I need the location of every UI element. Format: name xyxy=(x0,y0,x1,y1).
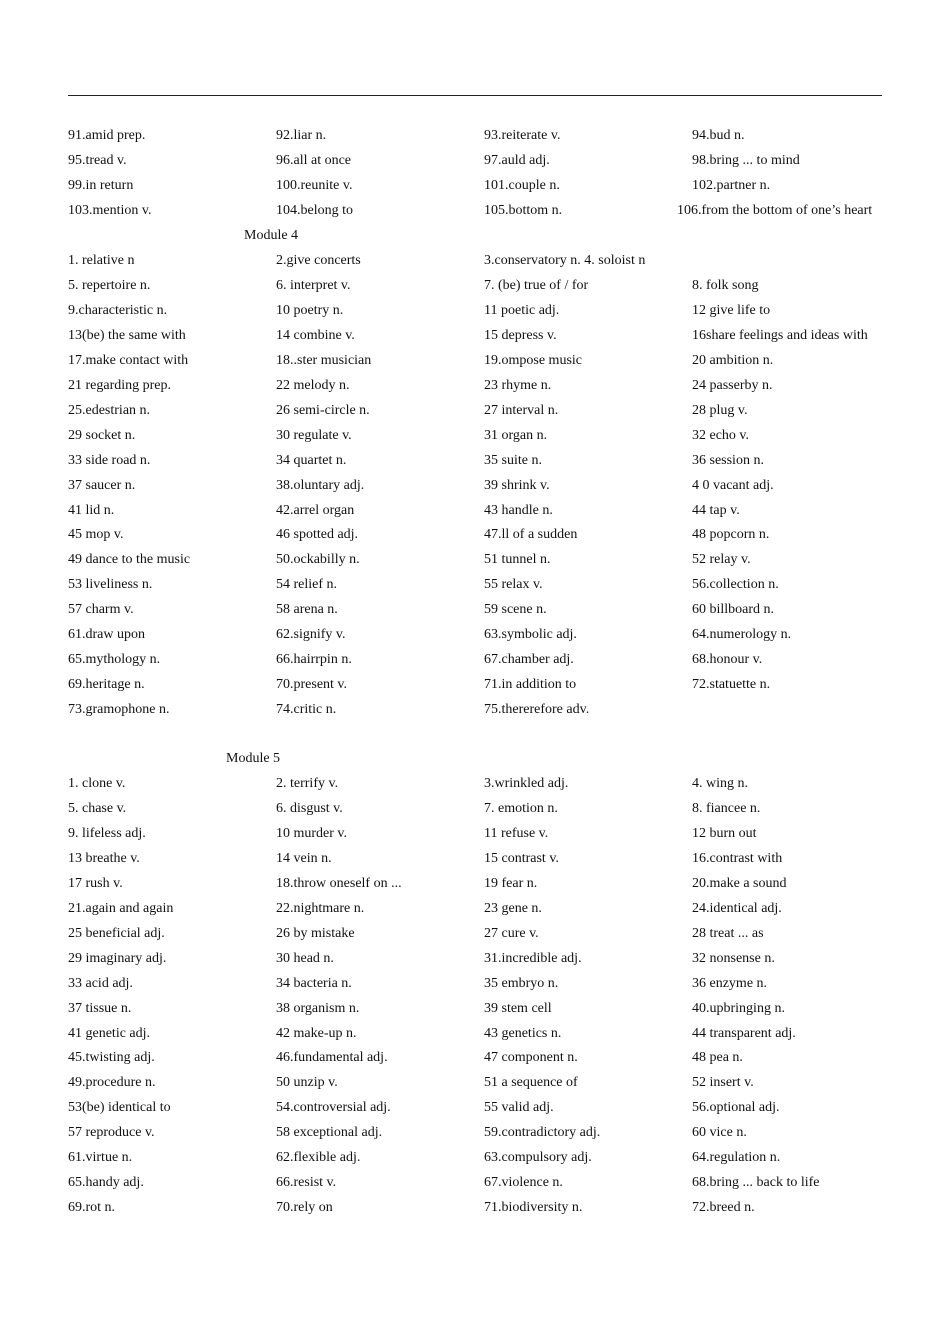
module-5-vocab-entry: 47 component n. xyxy=(484,1050,578,1066)
module-4-vocab-entry: 59 scene n. xyxy=(484,602,547,618)
module-4-vocab-entry: 15 depress v. xyxy=(484,327,557,343)
module-4-vocab-entry: 12 give life to xyxy=(692,302,771,318)
module-5-vocab-entry: 4. wing n. xyxy=(692,776,748,791)
module-5-vocab-entry: 15 contrast v. xyxy=(484,850,559,866)
vocab-entry: 94.bud n. xyxy=(692,128,745,143)
module-4-vocab-entry: 52 relay v. xyxy=(692,552,751,568)
vocab-entry: 104.belong to xyxy=(276,202,353,218)
module-4-vocab-entry: 62.signify v. xyxy=(276,627,346,643)
vocab-entry: 96.all at once xyxy=(276,152,352,168)
module-5-vocab-entry: 31.incredible adj. xyxy=(484,950,582,966)
module-4-vocab-entry: 47.ll of a sudden xyxy=(484,527,578,543)
module-4-vocab-entry: 20 ambition n. xyxy=(692,352,774,368)
module-5-vocab-entry: 23 gene n. xyxy=(484,900,542,916)
module-5-vocab-entry: 66.resist v. xyxy=(276,1175,337,1191)
module-4-vocab-entry: 45 mop v. xyxy=(68,527,124,543)
module-4-vocab-entry: 27 interval n. xyxy=(484,402,559,418)
module-4-vocab-entry: 23 rhyme n. xyxy=(484,377,552,393)
module-4-vocab-entry: 30 regulate v. xyxy=(276,427,352,443)
module-4-vocab-entry: 22 melody n. xyxy=(276,377,350,393)
vocab-entry: 95.tread v. xyxy=(68,152,127,168)
module-4-vocab-entry: 56.collection n. xyxy=(692,577,779,593)
module-4-vocab-entry: 35 suite n. xyxy=(484,452,542,468)
module-5-vocab-entry: 14 vein n. xyxy=(276,850,332,866)
module-4-vocab-entry: 75.thererefore adv. xyxy=(484,702,590,718)
module-4-vocab-entry: 2.give concerts xyxy=(276,253,361,268)
module-5-vocab-entry: 12 burn out xyxy=(692,825,757,841)
module-5-vocab-entry: 45.twisting adj. xyxy=(68,1050,155,1066)
module-5-vocab-entry: 57 reproduce v. xyxy=(68,1125,155,1141)
module-5-vocab-entry: 43 genetics n. xyxy=(484,1025,562,1041)
module-5-vocab-entry: 7. emotion n. xyxy=(484,800,558,816)
module-5-vocab-entry: 67.violence n. xyxy=(484,1175,563,1191)
module-5-vocab-entry: 28 treat ... as xyxy=(692,925,764,941)
module-4-vocab-entry: 60 billboard n. xyxy=(692,602,775,618)
module-5-vocab-entry: 42 make-up n. xyxy=(276,1025,357,1041)
module-5-vocab-entry: 32 nonsense n. xyxy=(692,950,775,966)
module-4-vocab-entry: 4 0 vacant adj. xyxy=(692,477,774,493)
module-4-vocab-entry: 58 arena n. xyxy=(276,602,338,618)
module-4-vocab-entry: 65.mythology n. xyxy=(68,652,161,668)
module-5-vocab-entry: 36 enzyme n. xyxy=(692,975,768,991)
module-5-vocab-entry: 56.optional adj. xyxy=(692,1100,780,1116)
module-5-vocab-entry: 37 tissue n. xyxy=(68,1000,132,1016)
module-5-vocab-entry: 17 rush v. xyxy=(68,875,123,891)
module-4-vocab-entry: 46 spotted adj. xyxy=(276,527,359,543)
module-4-vocab-entry: 42.arrel organ xyxy=(276,502,355,518)
module-5-vocab-entry: 22.nightmare n. xyxy=(276,900,365,916)
vocab-entry: 103.mention v. xyxy=(68,202,152,218)
module-5-vocab-entry: 41 genetic adj. xyxy=(68,1025,151,1041)
module-4-vocab-entry: 51 tunnel n. xyxy=(484,552,551,568)
module-4-vocab-entry: 5. repertoire n. xyxy=(68,277,151,293)
module-4-vocab-entry: 44 tap v. xyxy=(692,502,740,518)
module-4-vocab-entry: 13(be) the same with xyxy=(68,327,186,343)
vocab-entry: 93.reiterate v. xyxy=(484,128,561,143)
module-5-vocab-entry: 48 pea n. xyxy=(692,1050,743,1066)
module-4-vocab-entry: 66.hairrpin n. xyxy=(276,652,352,668)
module-5-vocab-entry: 18.throw oneself on ... xyxy=(276,875,402,891)
module-4-vocab-entry: 32 echo v. xyxy=(692,427,750,443)
module-5-vocab-entry: 58 exceptional adj. xyxy=(276,1125,383,1141)
module-4-vocab-entry: 16share feelings and ideas with xyxy=(692,327,868,343)
module-4-vocab-entry: 57 charm v. xyxy=(68,602,134,618)
vocab-entry: 98.bring ... to mind xyxy=(692,152,800,168)
module-4-vocab-entry: 17.make contact with xyxy=(68,352,189,368)
module-5-vocab-entry: 63.compulsory adj. xyxy=(484,1150,592,1166)
module-4-vocab-entry: 8. folk song xyxy=(692,277,759,293)
module-5-vocab-entry: 2. terrify v. xyxy=(276,776,339,791)
module-4-vocab-entry: 39 shrink v. xyxy=(484,477,550,493)
module-5-heading: Module 5 xyxy=(226,751,281,766)
module-5-vocab-entry: 33 acid adj. xyxy=(68,975,133,991)
module-4-heading: Module 4 xyxy=(244,228,299,243)
module-4-vocab-entry: 68.honour v. xyxy=(692,652,763,668)
module-5-vocab-entry: 16.contrast with xyxy=(692,850,783,866)
module-5-vocab-entry: 5. chase v. xyxy=(68,800,127,816)
module-4-vocab-entry: 73.gramophone n. xyxy=(68,702,170,718)
module-5-vocab-entry: 70.rely on xyxy=(276,1200,333,1216)
module-4-vocab-entry: 3.conservatory n. 4. soloist n xyxy=(484,253,646,268)
module-4-vocab-entry: 1. relative n xyxy=(68,253,135,268)
module-4-vocab-entry: 54 relief n. xyxy=(276,577,338,593)
module-5-vocab-entry: 49.procedure n. xyxy=(68,1075,156,1091)
module-5-vocab-entry: 53(be) identical to xyxy=(68,1100,171,1116)
module-4-vocab-entry: 31 organ n. xyxy=(484,427,548,443)
module-4-vocab-entry: 69.heritage n. xyxy=(68,677,145,693)
module-4-vocab-entry: 21 regarding prep. xyxy=(68,377,172,393)
module-4-vocab-entry: 67.chamber adj. xyxy=(484,652,574,668)
vocab-entry: 106.from the bottom of one’s heart xyxy=(677,202,873,218)
module-5-vocab-entry: 59.contradictory adj. xyxy=(484,1125,601,1141)
module-5-vocab-entry: 62.flexible adj. xyxy=(276,1150,361,1166)
module-5-vocab-entry: 55 valid adj. xyxy=(484,1100,554,1116)
module-4-vocab-entry: 63.symbolic adj. xyxy=(484,627,577,643)
module-5-vocab-entry: 25 beneficial adj. xyxy=(68,925,165,941)
module-5-vocab-entry: 27 cure v. xyxy=(484,925,539,941)
module-4-vocab-entry: 50.ockabilly n. xyxy=(276,552,360,568)
module-5-vocab-entry: 30 head n. xyxy=(276,950,334,966)
module-4-vocab-entry: 38.oluntary adj. xyxy=(276,477,365,493)
module-5-vocab-entry: 29 imaginary adj. xyxy=(68,950,167,966)
module-4-vocab-entry: 61.draw upon xyxy=(68,627,145,643)
vocab-entry: 100.reunite v. xyxy=(276,177,353,193)
module-5-vocab-entry: 64.regulation n. xyxy=(692,1150,781,1166)
module-5-vocab-entry: 20.make a sound xyxy=(692,875,787,891)
vocab-entry: 101.couple n. xyxy=(484,177,560,193)
module-5-vocab-entry: 1. clone v. xyxy=(68,776,126,791)
module-5-vocab-entry: 51 a sequence of xyxy=(484,1075,578,1091)
vocab-entry: 105.bottom n. xyxy=(484,202,563,218)
module-4-vocab-entry: 64.numerology n. xyxy=(692,627,792,643)
module-4-vocab-entry: 29 socket n. xyxy=(68,427,136,443)
module-5-vocab-entry: 24.identical adj. xyxy=(692,900,782,916)
module-5-vocab-entry: 3.wrinkled adj. xyxy=(484,776,569,791)
module-5-vocab-entry: 71.biodiversity n. xyxy=(484,1200,583,1216)
module-5-vocab-entry: 13 breathe v. xyxy=(68,850,140,866)
module-5-vocab-entry: 9. lifeless adj. xyxy=(68,825,146,841)
module-5-vocab-entry: 54.controversial adj. xyxy=(276,1100,391,1116)
module-4-vocab-entry: 74.critic n. xyxy=(276,702,337,718)
module-4-vocab-entry: 6. interpret v. xyxy=(276,277,351,293)
module-4-vocab-entry: 24 passerby n. xyxy=(692,377,773,393)
module-4-vocab-entry: 72.statuette n. xyxy=(692,677,771,693)
module-4-vocab-entry: 53 liveliness n. xyxy=(68,577,153,593)
module-4-vocab-entry: 34 quartet n. xyxy=(276,452,347,468)
module-4-vocab-entry: 19.ompose music xyxy=(484,352,582,368)
module-5-vocab-entry: 34 bacteria n. xyxy=(276,975,352,991)
module-4-vocab-entry: 49 dance to the music xyxy=(68,552,191,568)
module-4-vocab-entry: 37 saucer n. xyxy=(68,477,136,493)
module-4-vocab-entry: 26 semi-circle n. xyxy=(276,402,370,418)
module-5-vocab-entry: 40.upbringing n. xyxy=(692,1000,785,1016)
module-5-vocab-entry: 38 organism n. xyxy=(276,1000,360,1016)
vocab-entry: 99.in return xyxy=(68,177,134,193)
module-5-vocab-entry: 6. disgust v. xyxy=(276,800,343,816)
vocab-entry: 92.liar n. xyxy=(276,128,327,143)
module-4-vocab-entry: 36 session n. xyxy=(692,452,764,468)
vocab-entry: 91.amid prep. xyxy=(68,128,146,143)
module-5-vocab-entry: 44 transparent adj. xyxy=(692,1025,796,1041)
module-5-vocab-entry: 72.breed n. xyxy=(692,1200,755,1216)
module-4-vocab-entry: 10 poetry n. xyxy=(276,302,344,318)
module-5-vocab-entry: 26 by mistake xyxy=(276,925,355,941)
top-rule xyxy=(68,95,882,96)
module-5-vocab-entry: 50 unzip v. xyxy=(276,1075,338,1091)
module-5-vocab-entry: 35 embryo n. xyxy=(484,975,559,991)
module-4-vocab-entry: 14 combine v. xyxy=(276,327,355,343)
module-5-vocab-entry: 11 refuse v. xyxy=(484,825,549,841)
module-5-vocab-entry: 61.virtue n. xyxy=(68,1150,133,1166)
module-5-vocab-entry: 21.again and again xyxy=(68,900,174,916)
module-4-vocab-entry: 18..ster musician xyxy=(276,352,372,368)
module-5-vocab-entry: 46.fundamental adj. xyxy=(276,1050,388,1066)
module-4-vocab-entry: 48 popcorn n. xyxy=(692,527,770,543)
module-4-vocab-entry: 41 lid n. xyxy=(68,502,115,518)
module-5-vocab-entry: 69.rot n. xyxy=(68,1200,116,1216)
module-4-vocab-entry: 11 poetic adj. xyxy=(484,302,560,318)
module-4-vocab-entry: 9.characteristic n. xyxy=(68,302,168,318)
vocab-entry: 102.partner n. xyxy=(692,177,771,193)
module-4-vocab-entry: 70.present v. xyxy=(276,677,348,693)
module-5-vocab-entry: 65.handy adj. xyxy=(68,1175,144,1191)
module-4-vocab-entry: 55 relax v. xyxy=(484,577,543,593)
module-4-vocab-entry: 7. (be) true of / for xyxy=(484,277,589,293)
module-5-vocab-entry: 68.bring ... back to life xyxy=(692,1175,820,1191)
module-5-vocab-entry: 19 fear n. xyxy=(484,875,538,891)
module-4-vocab-entry: 28 plug v. xyxy=(692,402,748,418)
module-4-vocab-entry: 71.in addition to xyxy=(484,677,577,693)
module-5-vocab-entry: 8. fiancee n. xyxy=(692,800,761,816)
vocab-entry: 97.auld adj. xyxy=(484,152,550,168)
module-4-vocab-entry: 43 handle n. xyxy=(484,502,553,518)
module-5-vocab-entry: 39 stem cell xyxy=(484,1000,552,1016)
module-4-vocab-entry: 25.edestrian n. xyxy=(68,402,151,418)
module-5-vocab-entry: 52 insert v. xyxy=(692,1075,754,1091)
module-4-vocab-entry: 33 side road n. xyxy=(68,452,151,468)
module-5-vocab-entry: 10 murder v. xyxy=(276,825,348,841)
module-5-vocab-entry: 60 vice n. xyxy=(692,1125,747,1141)
